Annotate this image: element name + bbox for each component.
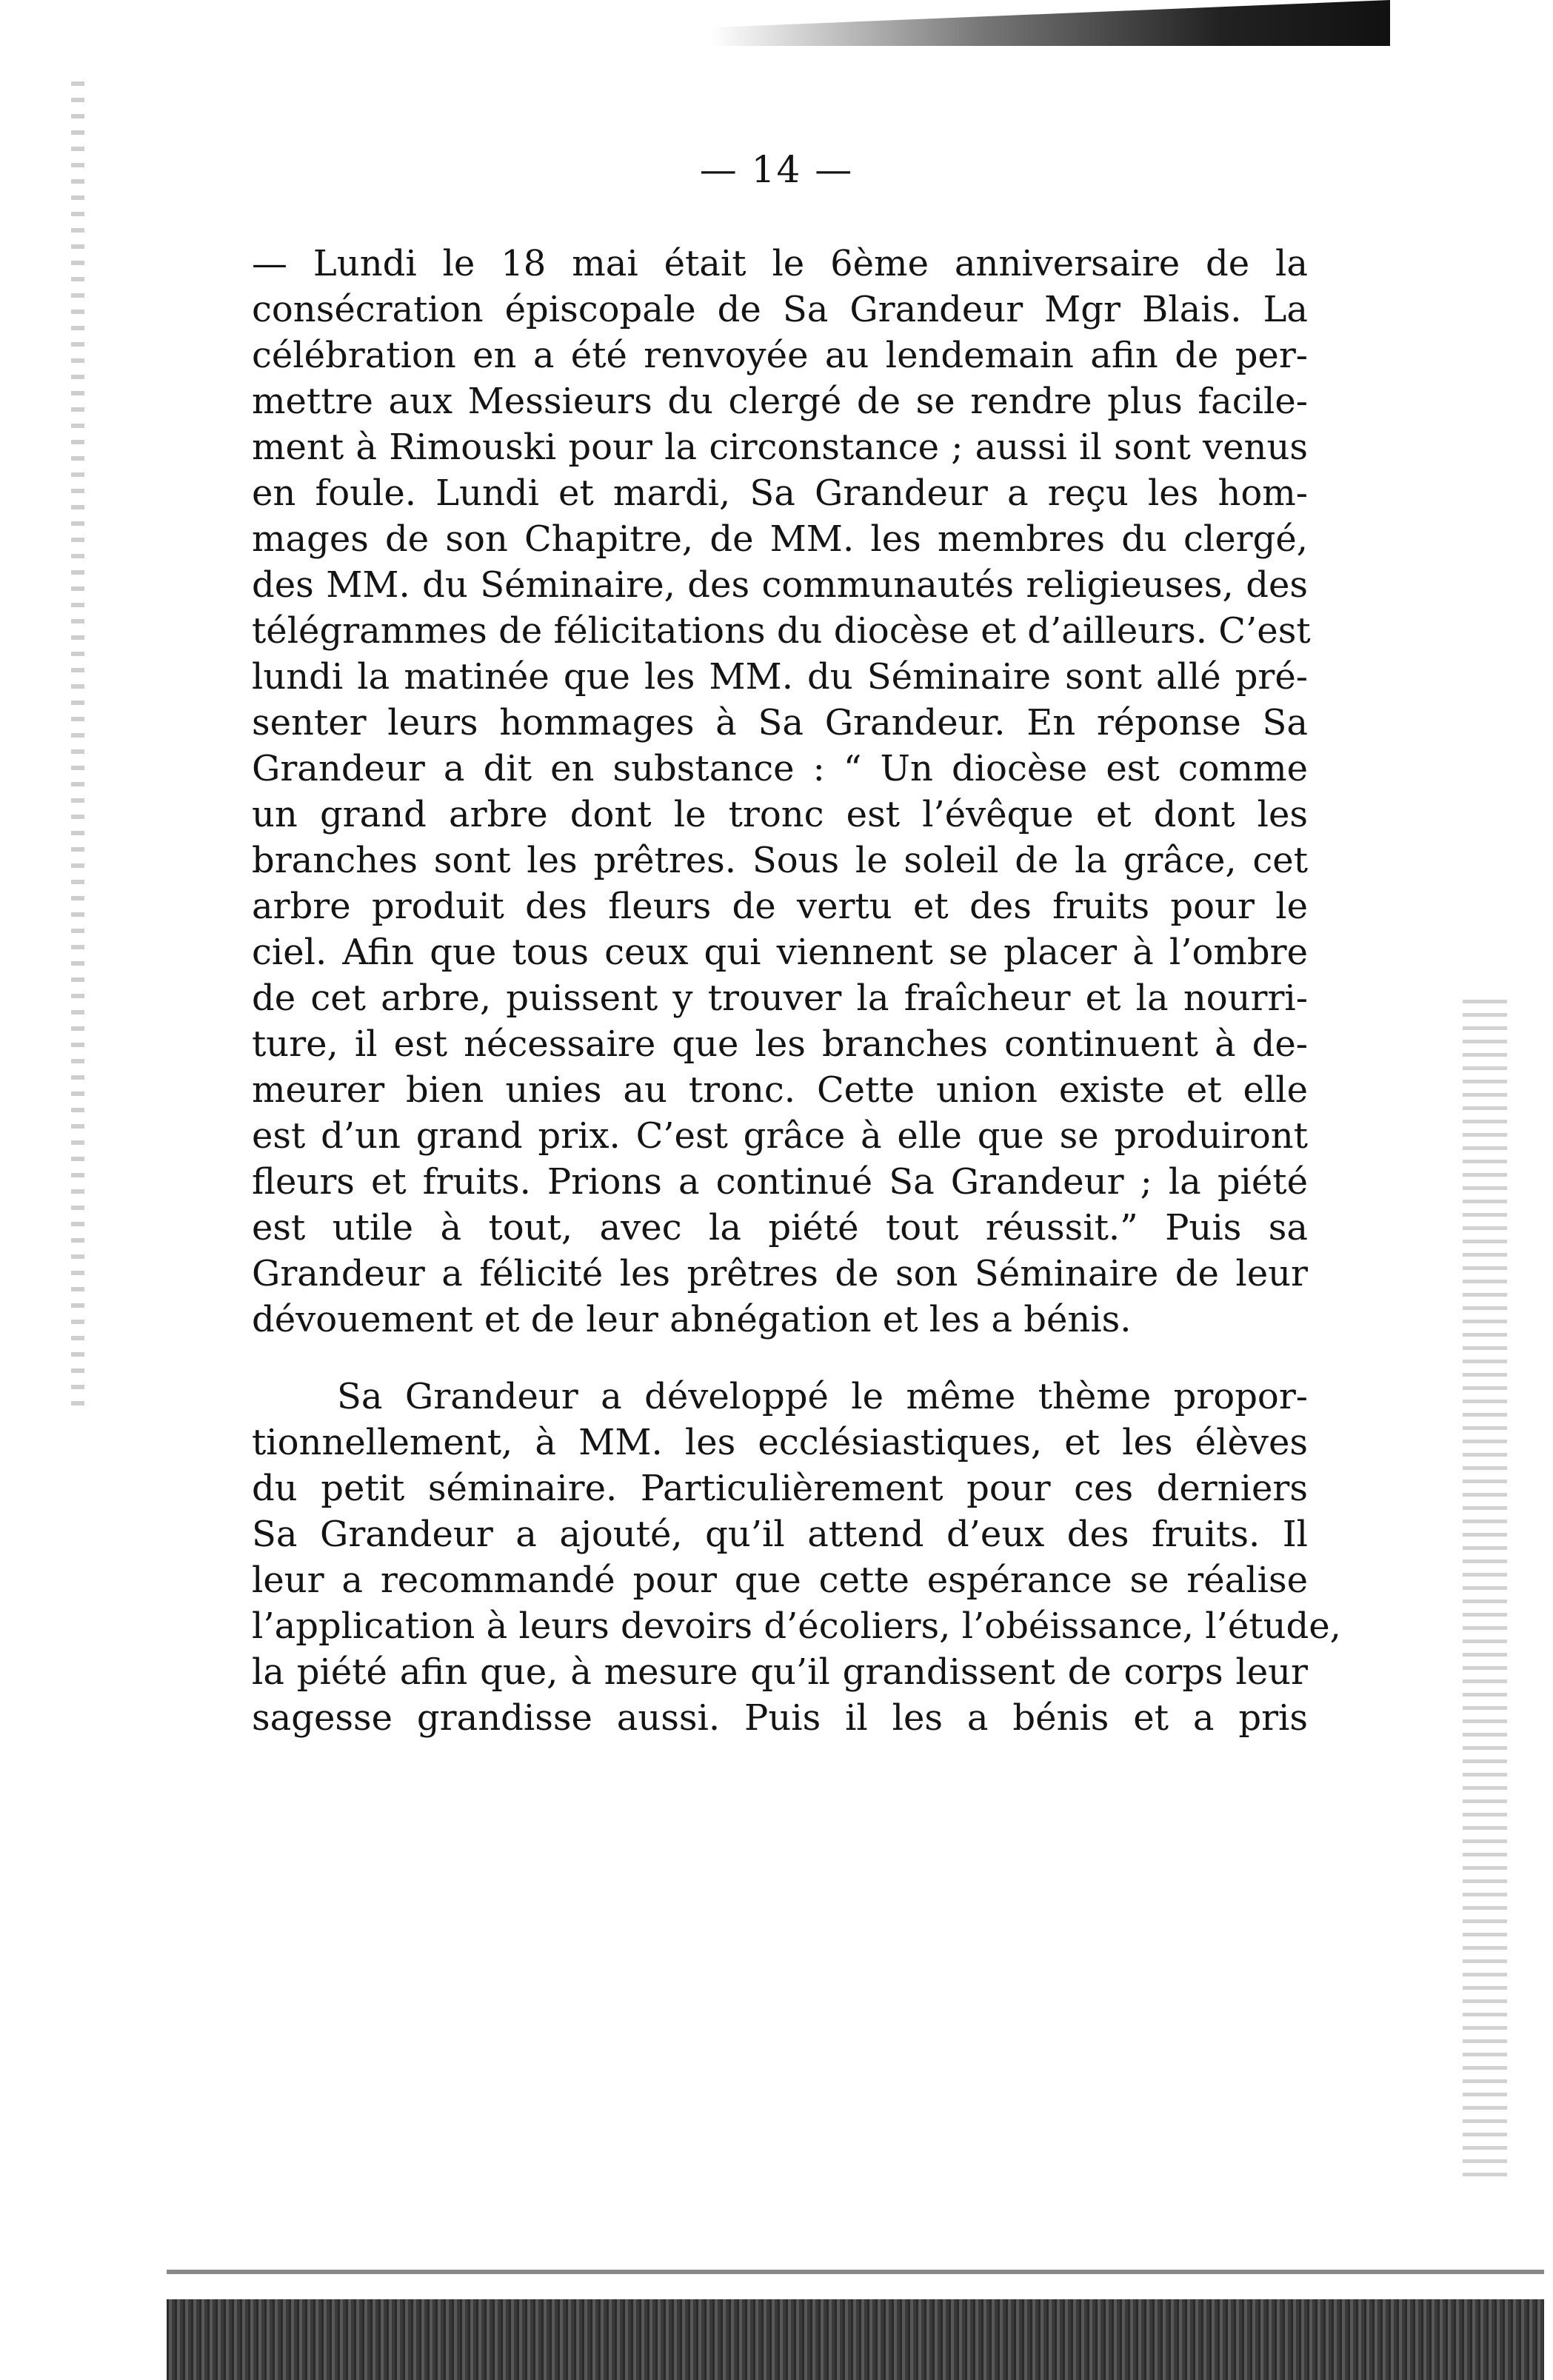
text-line: l’application à leurs devoirs d’écoliers, l’obéissance, l’étude,	[252, 1605, 1341, 1647]
text-line: senter leurs hommages à Sa Grandeur. En réponse Sa	[252, 702, 1308, 743]
scan-bottom-rule	[167, 2270, 1544, 2274]
scan-top-edge	[711, 0, 1390, 46]
text-line: des MM. du Séminaire, des communautés religieuses, des	[252, 564, 1308, 606]
text-line: meurer bien unies au tronc. Cette union existe et elle	[252, 1069, 1308, 1111]
text-line: de cet arbre, puissent y trouver la fraîcheur et la nourri-	[252, 977, 1308, 1019]
text-line: dévouement et de leur abnégation et les a bénis.	[252, 1299, 1132, 1340]
text-line: la piété afin que, à mesure qu’il grandissent de corps leur	[252, 1651, 1308, 1693]
text-line: du petit séminaire. Particulièrement pour ces derniers	[252, 1468, 1308, 1509]
text-line: fleurs et fruits. Prions a continué Sa Grandeur ; la piété	[252, 1161, 1308, 1203]
text-line: mettre aux Messieurs du clergé de se rendre plus facile-	[252, 381, 1308, 422]
text-line: ciel. Afin que tous ceux qui viennent se placer à l’ombre	[252, 932, 1308, 973]
page-number: — 14 —	[699, 148, 854, 191]
paragraph-2	[252, 1374, 1341, 1741]
body-text	[252, 241, 1341, 1741]
text-line: branches sont les prêtres. Sous le soleil de la grâce, cet	[252, 840, 1308, 881]
text-line: télégrammes de félicitations du diocèse et d’ailleurs. C’est	[252, 610, 1311, 652]
text-line: est d’un grand prix. C’est grâce à elle que se produiront	[252, 1115, 1308, 1157]
paragraph-1	[252, 241, 1311, 1343]
text-line: lundi la matinée que les MM. du Séminaire sont allé pré-	[252, 656, 1308, 698]
text-line: sagesse grandisse aussi. Puis il les a bénis et a pris	[252, 1697, 1308, 1739]
scan-right-margin-noise	[1463, 1000, 1507, 2185]
text-line: arbre produit des fleurs de vertu et des fruits pour le	[252, 886, 1308, 927]
scan-bottom-edge	[167, 2299, 1544, 2380]
text-line: ment à Rimouski pour la circonstance ; aussi il sont venus	[252, 427, 1308, 468]
scan-left-margin-noise	[44, 81, 111, 1414]
paragraph-gap	[252, 1343, 1308, 1374]
text-line: mages de son Chapitre, de MM. les membres du clergé,	[252, 518, 1308, 560]
text-line: un grand arbre dont le tronc est l’évêque et dont les	[252, 794, 1308, 835]
text-line: est utile à tout, avec la piété tout réussit.” Puis sa	[252, 1207, 1308, 1249]
text-line: Grandeur a dit en substance : “ Un diocèse est comme	[252, 748, 1308, 789]
text-line: leur a recommandé pour que cette espérance se réalise	[252, 1560, 1308, 1601]
text-line: tionnellement, à MM. les ecclésiastiques, et les élèves	[252, 1422, 1308, 1463]
text-line: ture, il est nécessaire que les branches continuent à de-	[252, 1023, 1308, 1065]
text-line: consécration épiscopale de Sa Grandeur Mgr Blais. La	[252, 289, 1308, 330]
text-line: Sa Grandeur a ajouté, qu’il attend d’eux des fruits. Il	[252, 1514, 1308, 1555]
text-line: Sa Grandeur a développé le même thème propor-	[337, 1376, 1308, 1417]
text-line: célébration en a été renvoyée au lendemain afin de per-	[252, 335, 1308, 376]
text-line: — Lundi le 18 mai était le 6ème anniversaire de la	[252, 243, 1308, 284]
text-line: Grandeur a félicité les prêtres de son Séminaire de leur	[252, 1253, 1308, 1294]
text-line: en foule. Lundi et mardi, Sa Grandeur a reçu les hom-	[252, 472, 1308, 514]
